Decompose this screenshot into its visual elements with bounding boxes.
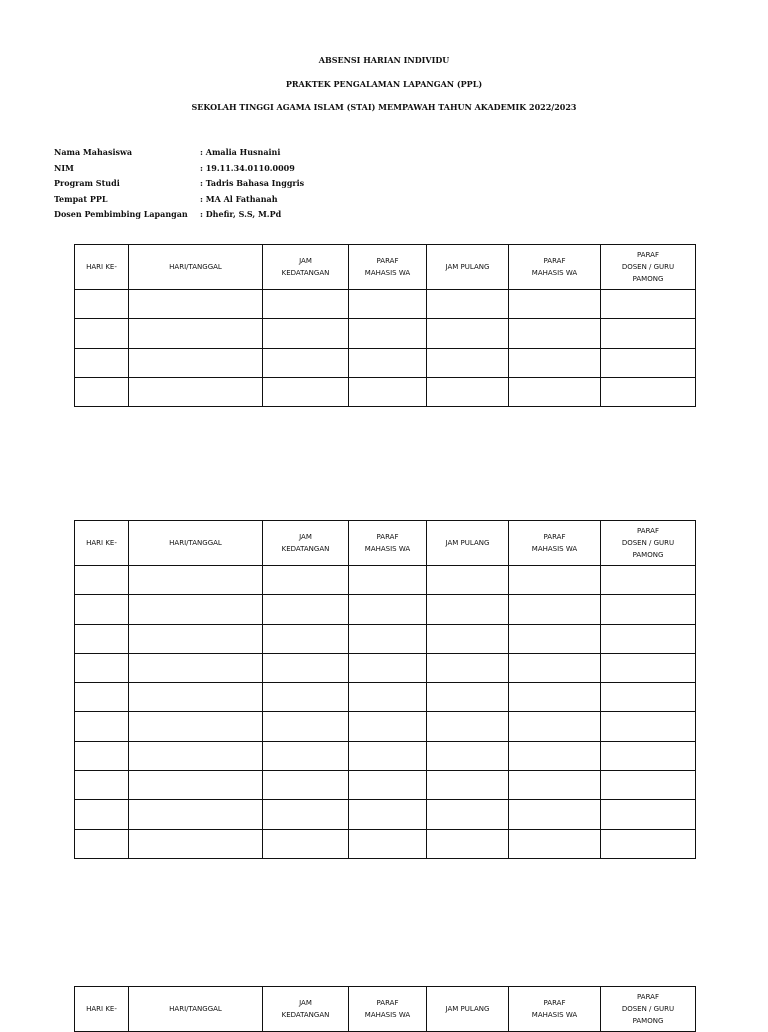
table-cell [349, 741, 427, 770]
table-cell [129, 348, 263, 377]
table-cell [129, 595, 263, 624]
column-header [129, 987, 263, 1032]
document-subtitle: PRAKTEK PENGALAMAN LAPANGAN (PPL) [285, 79, 483, 89]
table-cell [75, 377, 129, 406]
table-header-row [75, 245, 696, 290]
table-cell [129, 319, 263, 348]
table-cell [349, 566, 427, 595]
table-row [75, 712, 696, 741]
table-cell [263, 712, 349, 741]
table-header-row [75, 521, 696, 566]
table-cell [427, 712, 509, 741]
table-cell [129, 800, 263, 829]
table-cell [263, 741, 349, 770]
column-header [601, 987, 696, 1032]
table-row [75, 595, 696, 624]
table-row [75, 683, 696, 712]
table-cell [509, 348, 601, 377]
table-cell [509, 741, 601, 770]
table-cell [427, 624, 509, 653]
table-cell [129, 829, 263, 858]
table-cell [263, 800, 349, 829]
column-header [263, 987, 349, 1032]
table-cell [601, 653, 696, 682]
column-header-label: PARAF MAHASIS WA [531, 533, 578, 553]
info-label: Dosen Pembimbing Lapangan [54, 209, 188, 219]
table-cell [349, 829, 427, 858]
table-cell [601, 829, 696, 858]
table-cell [509, 712, 601, 741]
table-cell [263, 595, 349, 624]
table-cell [263, 829, 349, 858]
table-cell [349, 712, 427, 741]
table-cell [349, 595, 427, 624]
column-header-label: JAM KEDATANGAN [281, 999, 330, 1019]
table-cell [349, 800, 427, 829]
table-cell [349, 624, 427, 653]
table-cell [509, 290, 601, 319]
table-cell [601, 624, 696, 653]
table-cell [601, 319, 696, 348]
table-cell [601, 712, 696, 741]
table-cell [263, 653, 349, 682]
table-cell [601, 771, 696, 800]
table-cell [601, 290, 696, 319]
table-cell [509, 595, 601, 624]
column-header [129, 245, 263, 290]
table-cell [427, 377, 509, 406]
table-cell [75, 653, 129, 682]
column-header-label: JAM PULANG [445, 263, 490, 271]
column-header-label: HARI KE- [86, 539, 117, 547]
column-header [75, 987, 129, 1032]
column-header [509, 245, 601, 290]
table-cell [427, 595, 509, 624]
table-row [75, 290, 696, 319]
table-cell [263, 683, 349, 712]
table-cell [427, 683, 509, 712]
attendance-table-3 [74, 986, 696, 1032]
table-cell [349, 290, 427, 319]
table-cell [263, 377, 349, 406]
table-header-row [75, 987, 696, 1032]
table-cell [601, 800, 696, 829]
table-cell [263, 290, 349, 319]
table-cell [263, 771, 349, 800]
table-cell [427, 319, 509, 348]
column-header [509, 987, 601, 1032]
table-cell [427, 771, 509, 800]
column-header [601, 245, 696, 290]
info-value: : Dhefir, S.S, M.Pd [200, 209, 282, 219]
column-header [75, 245, 129, 290]
column-header-label: HARI/TANGGAL [169, 1005, 222, 1013]
column-header-label: PARAF MAHASIS WA [364, 533, 411, 553]
table-cell [509, 683, 601, 712]
table-cell [427, 741, 509, 770]
column-header-label: JAM PULANG [445, 1005, 490, 1013]
table-cell [129, 771, 263, 800]
table-cell [349, 683, 427, 712]
table-row [75, 348, 696, 377]
column-header [427, 245, 509, 290]
table-cell [601, 741, 696, 770]
table-cell [427, 566, 509, 595]
table-cell [75, 771, 129, 800]
table-cell [129, 741, 263, 770]
info-label: Nama Mahasiswa [54, 147, 133, 157]
info-value: : Amalia Husnaini [200, 147, 281, 157]
column-header [427, 987, 509, 1032]
column-header [75, 521, 129, 566]
table-cell [427, 800, 509, 829]
column-header [129, 521, 263, 566]
column-header-label: HARI KE- [86, 1005, 117, 1013]
table-cell [75, 624, 129, 653]
table-cell [509, 653, 601, 682]
column-header [427, 521, 509, 566]
table-cell [509, 624, 601, 653]
column-header [349, 987, 427, 1032]
table-cell [129, 683, 263, 712]
table-cell [601, 348, 696, 377]
table-cell [75, 319, 129, 348]
column-header-label: PARAF MAHASIS WA [531, 257, 578, 277]
table-cell [263, 348, 349, 377]
column-header-label: JAM KEDATANGAN [281, 257, 330, 277]
column-header [509, 521, 601, 566]
info-value: : Tadris Bahasa Inggris [200, 178, 305, 188]
table-cell [601, 566, 696, 595]
column-header-label: PARAF DOSEN / GURU PAMONG [621, 251, 675, 283]
table-row [75, 653, 696, 682]
table-cell [129, 290, 263, 319]
table-row [75, 829, 696, 858]
info-value: : MA Al Fathanah [200, 193, 278, 204]
table-cell [509, 829, 601, 858]
table-row [75, 800, 696, 829]
table-cell [509, 566, 601, 595]
table-cell [263, 624, 349, 653]
table-cell [129, 653, 263, 682]
table-cell [349, 319, 427, 348]
table-cell [129, 566, 263, 595]
table-cell [129, 712, 263, 741]
table-cell [349, 377, 427, 406]
column-header [263, 521, 349, 566]
column-header [263, 245, 349, 290]
table-cell [601, 377, 696, 406]
table-cell [129, 624, 263, 653]
table-cell [509, 377, 601, 406]
column-header [601, 521, 696, 566]
attendance-table-2 [74, 520, 696, 859]
column-header-label: PARAF DOSEN / GURU PAMONG [621, 993, 675, 1025]
table-cell [75, 683, 129, 712]
column-header-label: JAM KEDATANGAN [281, 533, 330, 553]
table-cell [75, 741, 129, 770]
table-cell [75, 595, 129, 624]
column-header [349, 521, 427, 566]
table-row [75, 566, 696, 595]
document-institution: SEKOLAH TINGGI AGAMA ISLAM (STAI) MEMPAWAH TAHUN AKADEMIK 2022/2023 [191, 102, 577, 112]
table-row [75, 624, 696, 653]
column-header-label: HARI KE- [86, 263, 117, 271]
table-cell [601, 683, 696, 712]
table-cell [427, 290, 509, 319]
column-header-label: PARAF MAHASIS WA [364, 257, 411, 277]
column-header [349, 245, 427, 290]
table-cell [427, 653, 509, 682]
table-cell [349, 348, 427, 377]
table-cell [601, 595, 696, 624]
document-title: ABSENSI HARIAN INDIVIDU [318, 55, 450, 65]
table-row [75, 771, 696, 800]
column-header-label: PARAF MAHASIS WA [364, 999, 411, 1019]
column-header-label: HARI/TANGGAL [169, 539, 222, 547]
info-value: : 19.11.34.0110.0009 [200, 162, 295, 173]
table-cell [263, 319, 349, 348]
table-cell [349, 653, 427, 682]
table-cell [75, 829, 129, 858]
table-row [75, 741, 696, 770]
table-cell [509, 319, 601, 348]
table-row [75, 319, 696, 348]
column-header-label: PARAF MAHASIS WA [531, 999, 578, 1019]
table-cell [263, 566, 349, 595]
table-cell [75, 800, 129, 829]
table-cell [509, 771, 601, 800]
table-cell [75, 712, 129, 741]
attendance-table-1 [74, 244, 696, 407]
table-cell [509, 800, 601, 829]
table-cell [349, 771, 427, 800]
info-label: NIM [54, 162, 74, 173]
table-row [75, 377, 696, 406]
info-label: Program Studi [54, 178, 120, 188]
table-cell [427, 829, 509, 858]
column-header-label: PARAF DOSEN / GURU PAMONG [621, 527, 675, 559]
table-cell [427, 348, 509, 377]
table-cell [75, 348, 129, 377]
table-cell [75, 290, 129, 319]
table-cell [129, 377, 263, 406]
column-header-label: HARI/TANGGAL [169, 263, 222, 271]
table-cell [75, 566, 129, 595]
column-header-label: JAM PULANG [445, 539, 490, 547]
info-label: Tempat PPL [54, 193, 108, 204]
